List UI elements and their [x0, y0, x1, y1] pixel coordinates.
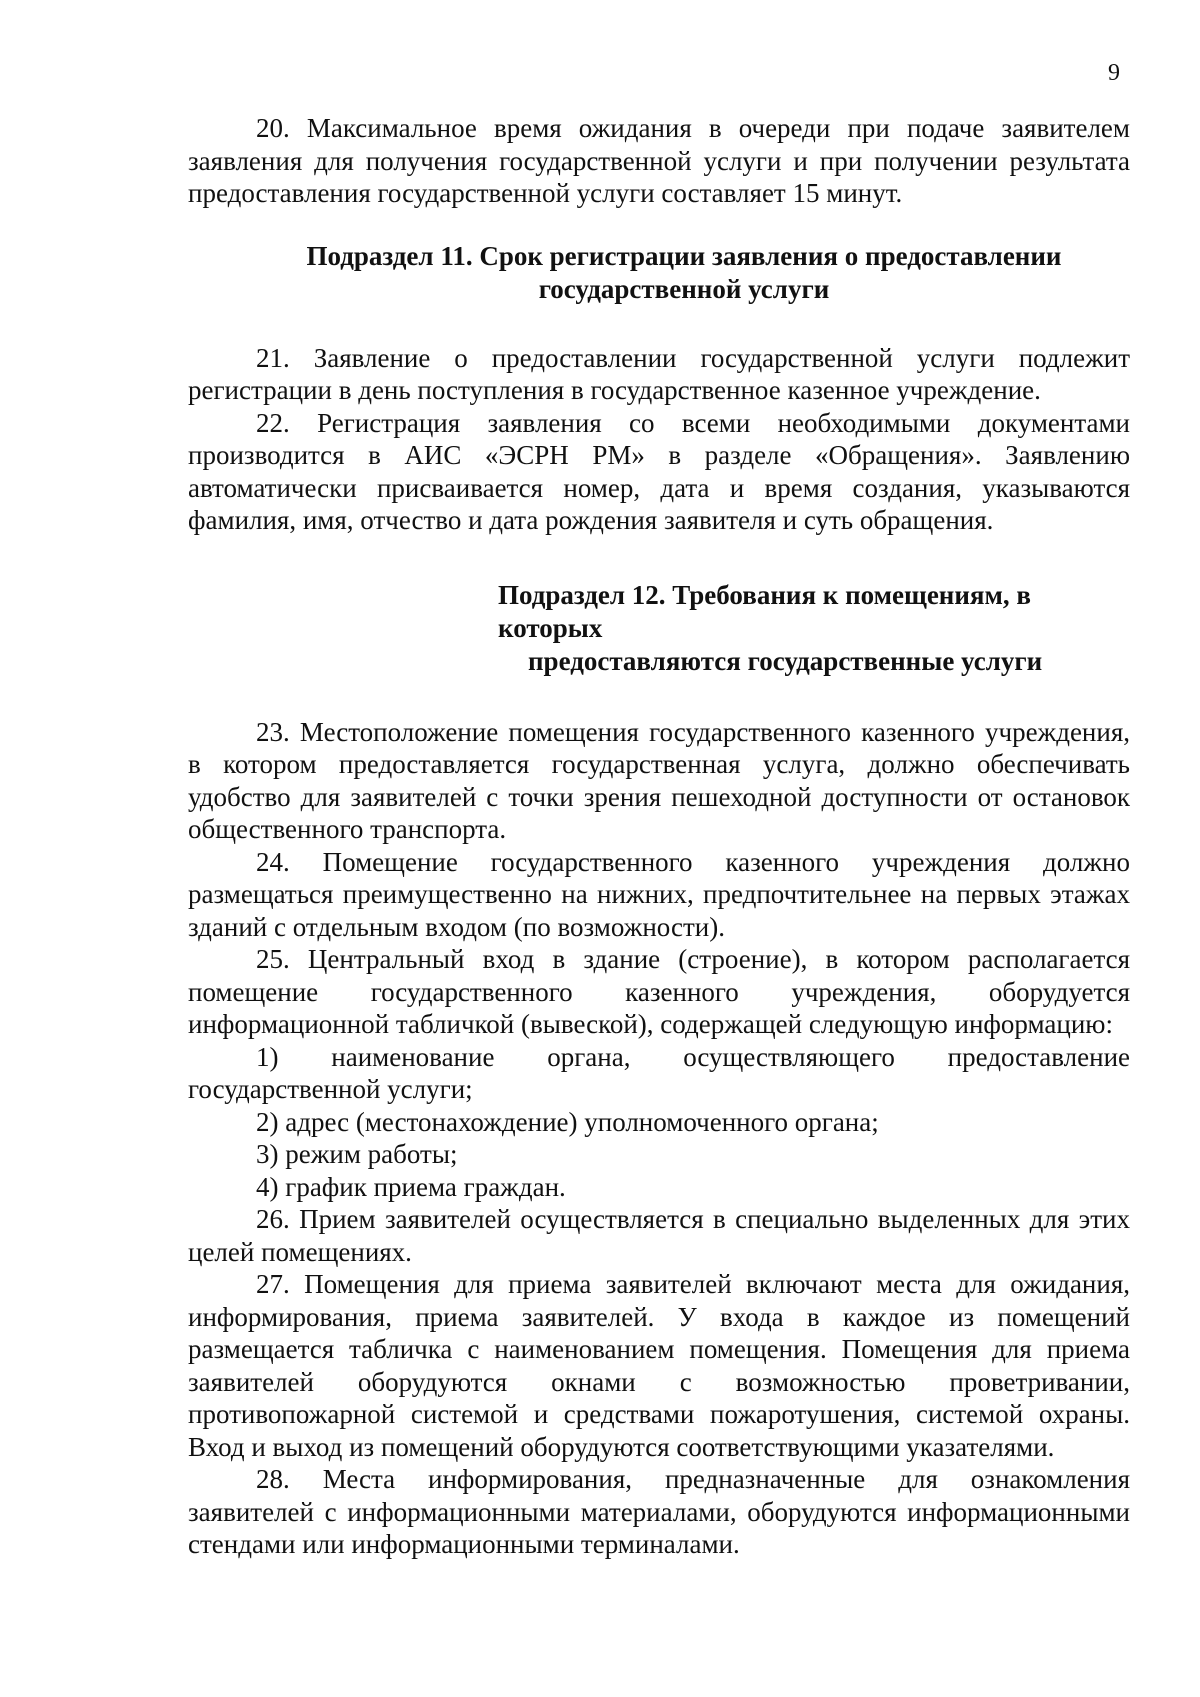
list-item-1: 1) наименование органа, осуществляющего предоставление государственной услуги; [188, 1041, 1130, 1104]
document-body [188, 112, 1130, 1561]
list-item-3: 3) режим работы; [256, 1139, 458, 1169]
paragraph-24: 24. Помещение государственного казенного учреждения должно размещаться преимущественно на нижних, предпочтительнее на первых этажах зданий с отдельным входом (по возможности). [188, 846, 1130, 942]
heading-line: государственной услуги [538, 273, 830, 304]
subsection-11-heading [188, 240, 1130, 306]
list-item-2: 2) адрес (местонахождение) уполномоченного органа; [256, 1106, 879, 1137]
heading-line: предоставляются государственные услуги [528, 645, 1043, 676]
paragraph-25: 25. Центральный вход в здание (строение), в котором располагается помещение государственного казенного учреждения, оборудуется информационной табличкой (вывеской), содержащей следующую информацию: [188, 944, 1130, 1039]
subsection-12-heading [188, 579, 1130, 678]
paragraph-27: 27. Помещения для приема заявителей включают места для ожидания, информирования, приема заявителей. У входа в каждое из помещений размещается табличка с наименованием помещения. Помещения для приема заявителей оборудуются окнами с возможностью проветривании, противопожарной системой и средствами пожаротушения, системой охраны. Вход и выход из помещений оборудуются соответствующими указателями. [188, 1269, 1130, 1462]
paragraph-26: 26. Прием заявителей осуществляется в специально выделенных для этих целей помещениях. [188, 1204, 1130, 1267]
paragraph-22: 22. Регистрация заявления со всеми необходимыми документами производится в АИС «ЭСРН РМ» в разделе «Обращения». Заявлению автоматически присваивается номер, дата и время создания, указываются фамилия, имя, отчество и дата рождения заявителя и суть обращения. [188, 407, 1130, 535]
paragraph-28: 28. Места информирования, предназначенные для ознакомления заявителей с информационными материалами, оборудуются информационными стендами или информационными терминалами. [188, 1464, 1130, 1559]
heading-line: Подраздел 11. Срок регистрации заявления о предоставлении [306, 240, 1062, 271]
heading-line: Подраздел 12. Требования к помещениям, в которых [498, 579, 1031, 643]
page-number: 9 [1108, 60, 1120, 86]
paragraph-21: 21. Заявление о предоставлении государственной услуги подлежит регистрации в день поступления в государственное казенное учреждение. [188, 342, 1130, 405]
paragraph-20: 20. Максимальное время ожидания в очереди при подаче заявителем заявления для получения государственной услуги и при получении результата предоставления государственной услуги составляет 15 минут. [188, 113, 1130, 208]
paragraph-23: 23. Местоположение помещения государственного казенного учреждения, в котором предоставляется государственная услуга, должно обеспечивать удобство для заявителей с точки зрения пешеходной доступности от остановок общественного транспорта. [188, 716, 1130, 844]
list-item-4: 4) график приема граждан. [256, 1171, 566, 1202]
